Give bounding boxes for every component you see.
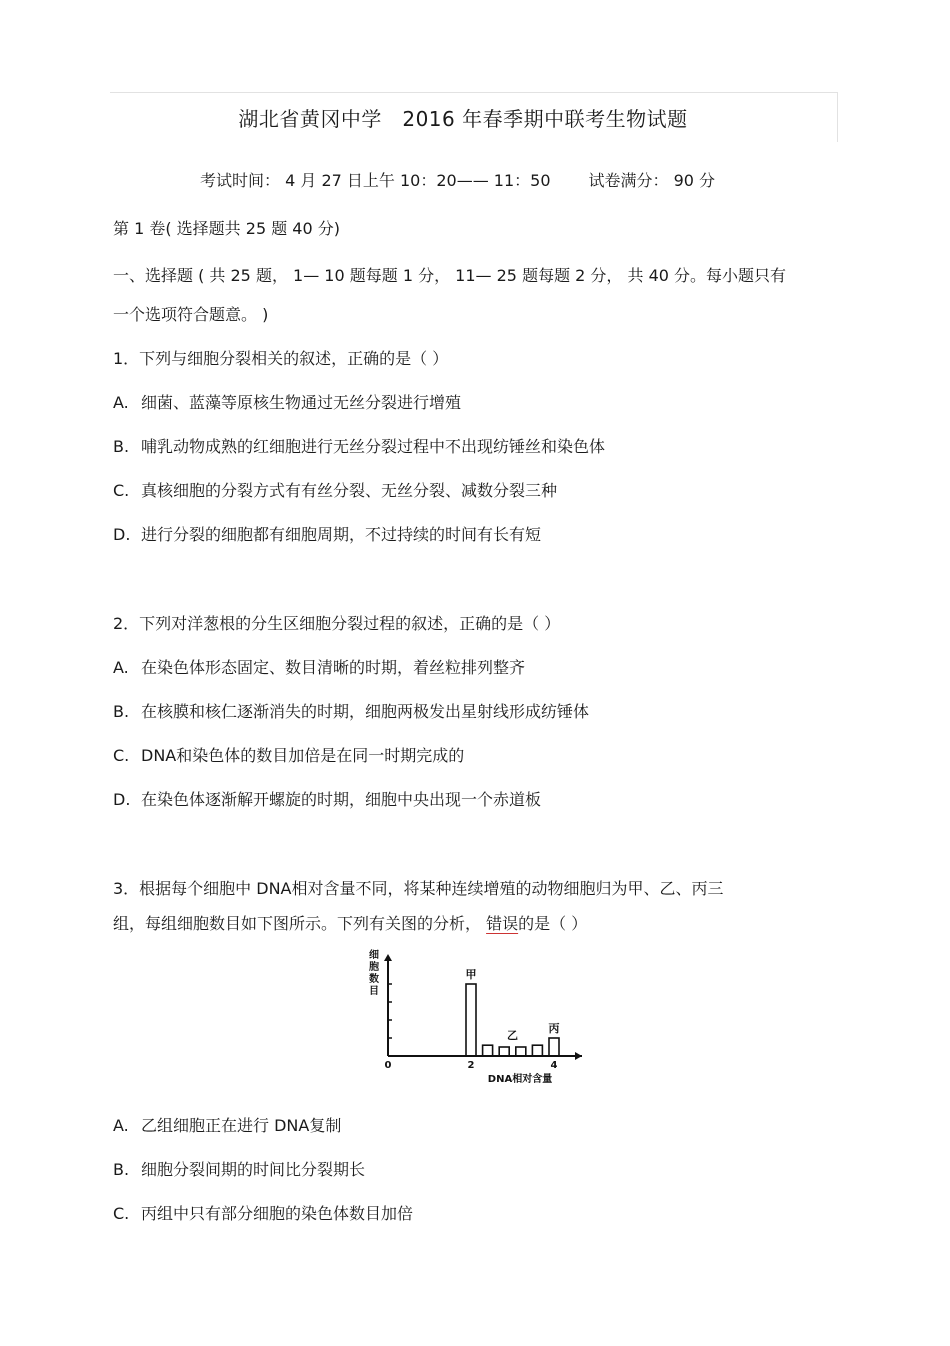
q2-option-b: B. 在核膜和核仁逐渐消失的时期，细胞两极发出星射线形成纺锤体	[113, 702, 590, 721]
exam-info	[200, 168, 715, 191]
series-label: 乙	[507, 1029, 518, 1043]
x-tick-label: 2	[467, 1060, 475, 1071]
dna-content-chart	[360, 946, 590, 1088]
q1-option-c: C. 真核细胞的分裂方式有有丝分裂、无丝分裂、减数分裂三种	[113, 481, 558, 500]
x-axis-label: DNA相对含量	[487, 1074, 553, 1085]
q3-option-b: B. 细胞分裂间期的时间比分裂期长	[113, 1160, 366, 1179]
exam-time: 考试时间： 4 月 27 日上午 10：20—— 11：50	[200, 171, 551, 190]
header-rule	[110, 92, 838, 93]
x-tick-label: 0	[384, 1060, 392, 1071]
x-axis-arrow	[575, 1052, 582, 1060]
q3-option-c: C. 丙组中只有部分细胞的染色体数目加倍	[113, 1204, 414, 1223]
bar	[499, 1047, 509, 1056]
q3-stem-line-2: 组，每组细胞数目如下图所示。下列有关图的分析， 错误的是（ ）	[113, 914, 588, 933]
bar	[549, 1038, 559, 1056]
series-label: 甲	[465, 968, 477, 981]
exam-score: 试卷满分： 90 分	[588, 171, 716, 190]
q1-stem: 1．下列与细胞分裂相关的叙述，正确的是（ ）	[113, 349, 449, 368]
q2-option-a: A. 在染色体形态固定、数目清晰的时期，着丝粒排列整齐	[113, 658, 526, 677]
instructions-line-2: 一个选项符合题意。 )	[113, 305, 269, 324]
q1-option-b: B. 哺乳动物成熟的红细胞进行无丝分裂过程中不出现纺锤丝和染色体	[113, 437, 606, 456]
bar	[483, 1045, 493, 1056]
chart-bars	[466, 984, 559, 1056]
bar	[532, 1045, 542, 1056]
chart-labels	[369, 948, 560, 1085]
instructions-line-1: 一、选择题 ( 共 25 题， 1— 10 题每题 1 分， 11— 25 题每题 2 分， 共 40 分。每小题只有	[113, 266, 787, 285]
error-word: 错误	[486, 914, 519, 933]
q3-option-a: A. 乙组细胞正在进行 DNA复制	[113, 1116, 342, 1135]
y-axis-label: 细胞数目	[369, 950, 379, 997]
chart-axes	[384, 954, 582, 1060]
q2-option-c: C. DNA和染色体的数目加倍是在同一时期完成的	[113, 746, 465, 765]
q1-option-d: D. 进行分裂的细胞都有细胞周期，不过持续的时间有长有短	[113, 525, 542, 544]
q1-option-a: A. 细菌、蓝藻等原核生物通过无丝分裂进行增殖	[113, 393, 462, 412]
q2-stem: 2．下列对洋葱根的分生区细胞分裂过程的叙述，正确的是（ ）	[113, 614, 561, 633]
page-title: 湖北省黄冈中学 2016 年春季期中联考生物试题	[238, 107, 688, 131]
q2-option-d: D. 在染色体逐渐解开螺旋的时期，细胞中央出现一个赤道板	[113, 790, 542, 809]
section-header: 第 1 卷( 选择题共 25 题 40 分)	[113, 219, 340, 238]
y-axis-arrow	[384, 954, 392, 961]
bar	[466, 984, 476, 1056]
q3-stem-line-1: 3．根据每个细胞中 DNA相对含量不同，将某种连续增殖的动物细胞归为甲、乙、丙三	[113, 879, 724, 898]
series-label: 丙	[548, 1022, 560, 1035]
x-tick-label: 4	[550, 1060, 558, 1071]
bar	[516, 1047, 526, 1056]
